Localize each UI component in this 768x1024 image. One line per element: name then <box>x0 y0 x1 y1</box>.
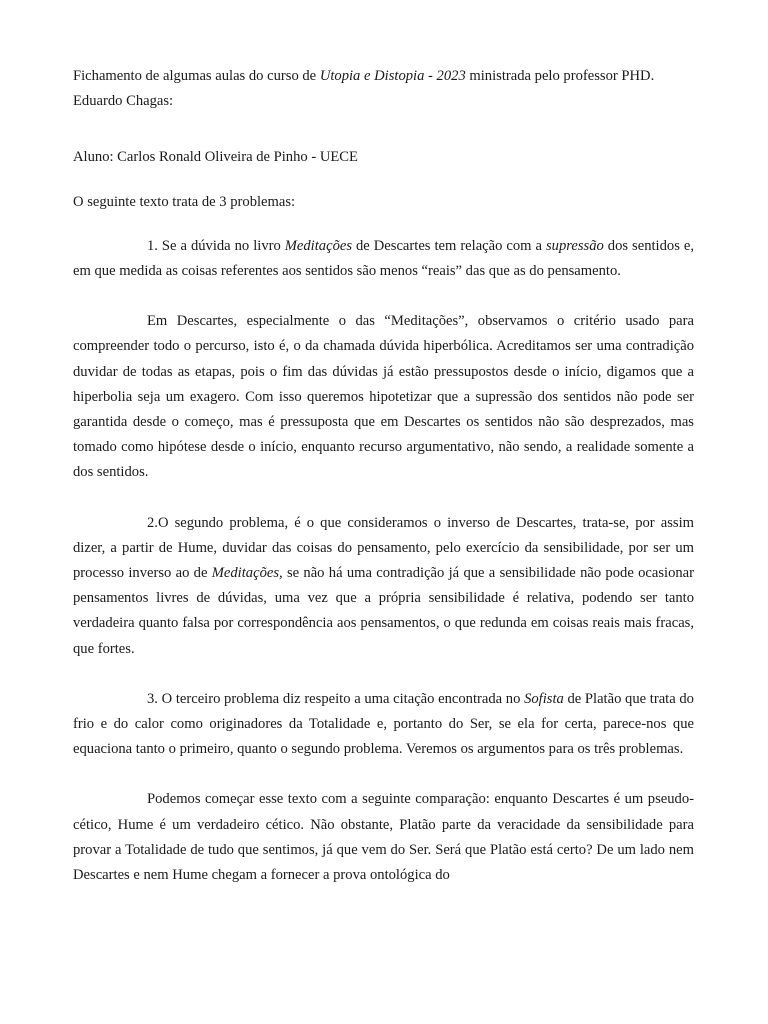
problem-3-text-a: 3. O terceiro problema diz respeito a uma citação encontrada no <box>147 690 525 707</box>
problem-1-text-a: 1. Se a dúvida no livro <box>147 237 285 254</box>
document-page <box>73 64 694 888</box>
problem-1-text-c: dos sentidos e, em que medida as coisas referentes aos sentidos são menos “reais” das que as do pensamento. <box>73 237 694 280</box>
problem-2-text-a: 2.O segundo problema, é o que consideramos o inverso de Descartes, trata-se, por assim dizer, a partir de Hume, duvidar das coisas do pensamento, pelo exercício da sensibilidade, por ser um processo inverso ao de <box>73 514 694 582</box>
descartes-paragraph: Em Descartes, especialmente o das “Meditações”, observamos o critério usado para compreender todo o percurso, isto é, o da chamada dúvida hiperbólica. Acreditamos ser uma contradição duvidar de todas as etapas, pois o fim das dúvidas já estão pressupostos desde o início, digamos que a hiperbolia seja um exagero. Com isso queremos hipotetizar que a supressão dos sentidos não pode ser garantida desde o começo, mas é pressuposta que em Descartes os sentidos não são desprezados, mas tomado como hipótese desde o início, enquanto recurso argumentativo, não sendo, a realidade somente a dos sentidos. <box>73 313 694 481</box>
problem-3-paragraph <box>73 687 694 763</box>
problem-1-paragraph <box>73 234 694 284</box>
problem-1-meditacoes: Meditações <box>284 237 353 254</box>
comparison-paragraph: Podemos começar esse texto com a seguinte comparação: enquanto Descartes é um pseudo-cético, Hume é um verdadeiro cético. Não obstante, Platão parte da veracidade da sensibilidade para provar a Totalidade de tudo que sentimos, já que vem do Ser. Será que Platão está certo? De um lado nem Descartes e nem Hume chegam a fornecer a prova ontológica do <box>73 791 694 884</box>
document-header <box>73 64 694 114</box>
problem-2-meditacoes: Meditações, <box>211 565 283 582</box>
problem-3-sofista: Sofista <box>524 690 564 707</box>
header-prefix: Fichamento de algumas aulas do curso de <box>73 68 320 84</box>
course-title: Utopia e Distopia - 2023 <box>319 68 466 84</box>
problem-2-text-b: se não há uma contradição já que a sensibilidade não pode ocasionar pensamentos livres de dúvidas, uma vez que a própria sensibilidade é relativa, podendo ser tanto verdadeira quanto falsa por correspondência aos pensamentos, o que redunda em coisas reais mais fracas, que fortes. <box>73 565 695 657</box>
problem-3-text-b: de Platão que trata do frio e do calor como originadores da Totalidade e, portanto do Ser, se ela for certa, parece-nos que equaciona tanto o primeiro, quanto o segundo problema. Veremos os argumentos para os três problemas. <box>73 690 694 758</box>
header-suffix: ministrada pelo professor PHD. Eduardo Chagas: <box>73 68 655 110</box>
student-line: Aluno: Carlos Ronald Oliveira de Pinho - UECE <box>73 149 358 166</box>
intro-line: O seguinte texto trata de 3 problemas: <box>73 193 296 210</box>
problem-1-text-b: de Descartes tem relação com a <box>352 237 546 254</box>
problem-2-paragraph <box>73 511 694 662</box>
problem-1-supressao: supressão <box>545 237 604 254</box>
